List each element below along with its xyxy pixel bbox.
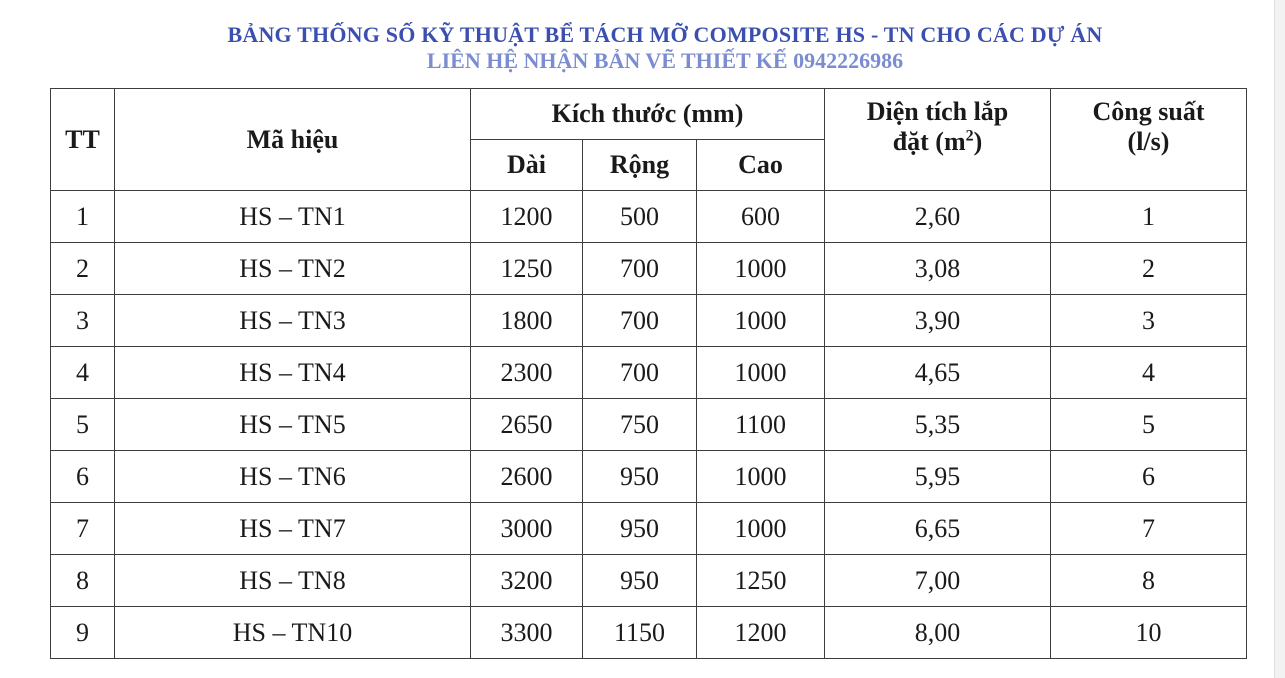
table-row [51, 607, 1247, 659]
cell-dien-tich: 3,90 [825, 295, 1051, 347]
cell-rong: 1150 [583, 607, 697, 659]
header-ma-hieu: Mã hiệu [115, 89, 471, 191]
table-row [51, 451, 1247, 503]
cell-ma-hieu: HS – TN8 [115, 555, 471, 607]
table-row [51, 399, 1247, 451]
cell-tt: 3 [51, 295, 115, 347]
header-cong-suat-line1: Công suất [1092, 97, 1205, 126]
cell-rong: 500 [583, 191, 697, 243]
cell-cao: 1250 [697, 555, 825, 607]
cell-tt: 2 [51, 243, 115, 295]
header-tt: TT [51, 89, 115, 191]
cell-ma-hieu: HS – TN2 [115, 243, 471, 295]
cell-cong-suat: 10 [1051, 607, 1247, 659]
cell-ma-hieu: HS – TN10 [115, 607, 471, 659]
cell-dai: 3200 [471, 555, 583, 607]
cell-dai: 1800 [471, 295, 583, 347]
cell-cong-suat: 4 [1051, 347, 1247, 399]
cell-cong-suat: 3 [1051, 295, 1247, 347]
cell-cong-suat: 6 [1051, 451, 1247, 503]
table-row [51, 347, 1247, 399]
header-dien-tich-sup: 2 [965, 127, 974, 145]
cell-cong-suat: 1 [1051, 191, 1247, 243]
spec-table [50, 88, 1247, 659]
cell-dien-tich: 6,65 [825, 503, 1051, 555]
cell-rong: 700 [583, 243, 697, 295]
header-row [51, 89, 1247, 140]
cell-cao: 1000 [697, 347, 825, 399]
cell-ma-hieu: HS – TN4 [115, 347, 471, 399]
cell-dien-tich: 7,00 [825, 555, 1051, 607]
cell-tt: 7 [51, 503, 115, 555]
cell-tt: 4 [51, 347, 115, 399]
cell-cong-suat: 7 [1051, 503, 1247, 555]
cell-dai: 1200 [471, 191, 583, 243]
cell-dien-tich: 5,35 [825, 399, 1051, 451]
cell-dai: 2650 [471, 399, 583, 451]
cell-rong: 750 [583, 399, 697, 451]
cell-rong: 700 [583, 295, 697, 347]
cell-cao: 1100 [697, 399, 825, 451]
cell-tt: 1 [51, 191, 115, 243]
header-rong: Rộng [583, 140, 697, 191]
cell-cong-suat: 5 [1051, 399, 1247, 451]
cell-cao: 1200 [697, 607, 825, 659]
header-dien-tich-line2: đặt (m [892, 127, 966, 156]
cell-ma-hieu: HS – TN7 [115, 503, 471, 555]
header-cong-suat [1051, 89, 1247, 191]
cell-dien-tich: 4,65 [825, 347, 1051, 399]
cell-rong: 700 [583, 347, 697, 399]
cell-dien-tich: 3,08 [825, 243, 1051, 295]
document-title-block [0, 22, 1285, 74]
cell-dien-tich: 5,95 [825, 451, 1051, 503]
document-subtitle: LIÊN HỆ NHẬN BẢN VẼ THIẾT KẾ 0942226986 [426, 48, 904, 73]
document-title: BẢNG THỐNG SỐ KỸ THUẬT BỂ TÁCH MỠ COMPOSITE HS - TN CHO CÁC DỰ ÁN [227, 22, 1103, 47]
table-row [51, 503, 1247, 555]
cell-ma-hieu: HS – TN6 [115, 451, 471, 503]
cell-rong: 950 [583, 503, 697, 555]
cell-dien-tich: 8,00 [825, 607, 1051, 659]
page-scrollbar[interactable] [1274, 0, 1285, 678]
cell-dai: 2300 [471, 347, 583, 399]
table-row [51, 191, 1247, 243]
cell-dai: 2600 [471, 451, 583, 503]
cell-dai: 3300 [471, 607, 583, 659]
cell-dai: 3000 [471, 503, 583, 555]
header-cong-suat-line2: (l/s) [1127, 127, 1170, 156]
cell-tt: 6 [51, 451, 115, 503]
cell-rong: 950 [583, 555, 697, 607]
cell-cao: 600 [697, 191, 825, 243]
header-kich-thuoc: Kích thước (mm) [471, 89, 825, 140]
header-dien-tich-close: ) [973, 127, 983, 156]
cell-dien-tich: 2,60 [825, 191, 1051, 243]
cell-rong: 950 [583, 451, 697, 503]
cell-cong-suat: 2 [1051, 243, 1247, 295]
cell-dai: 1250 [471, 243, 583, 295]
table-row [51, 243, 1247, 295]
header-dien-tich-line1: Diện tích lắp [866, 97, 1009, 126]
cell-cong-suat: 8 [1051, 555, 1247, 607]
cell-ma-hieu: HS – TN1 [115, 191, 471, 243]
header-dien-tich [825, 89, 1051, 191]
cell-tt: 9 [51, 607, 115, 659]
cell-cao: 1000 [697, 243, 825, 295]
table-row [51, 555, 1247, 607]
cell-tt: 8 [51, 555, 115, 607]
cell-ma-hieu: HS – TN3 [115, 295, 471, 347]
cell-cao: 1000 [697, 295, 825, 347]
cell-cao: 1000 [697, 451, 825, 503]
cell-tt: 5 [51, 399, 115, 451]
cell-ma-hieu: HS – TN5 [115, 399, 471, 451]
header-dai: Dài [471, 140, 583, 191]
header-cao: Cao [697, 140, 825, 191]
table-row [51, 295, 1247, 347]
cell-cao: 1000 [697, 503, 825, 555]
